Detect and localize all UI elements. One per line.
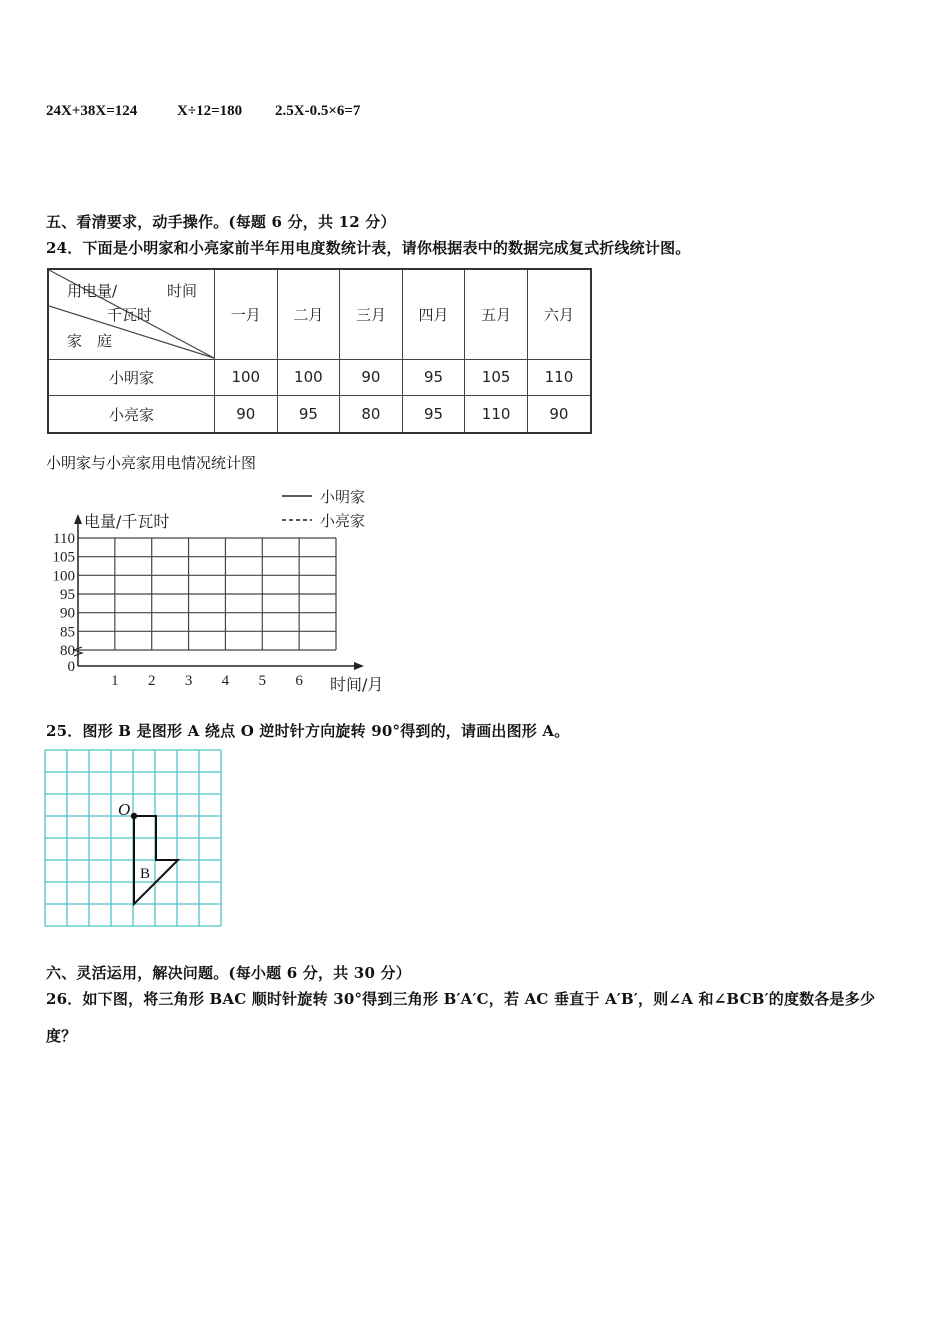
y-axis-arrow [74,514,82,524]
x-tick-label: 6 [295,673,303,689]
table-cell: 110 [527,359,591,396]
y-tick-label: 90 [60,605,75,622]
month-header: 一月 [215,269,278,359]
table-diagonal-header [48,269,215,359]
table-cell: 105 [465,359,528,396]
x-tick-label: 5 [258,673,267,689]
month-header: 二月 [277,269,340,359]
chart-title: 小明家与小亮家用电情况统计图 [46,454,257,472]
chart-grid [78,538,336,650]
month-header: 六月 [527,269,591,359]
chart-legend [282,488,365,530]
chart-x-axis-label: 时间/月 [330,675,384,694]
electricity-table [47,268,592,434]
equation-1: 24X+38X=124 [46,103,138,119]
label-o: O [118,800,131,819]
question-26-line1: 26．如下图，将三角形 BAC 顺时针旋转 30°得到三角形 B′A′C，若 AC 垂直于 A′B′，则∠A 和∠BCB′的度数各是多少 [46,990,876,1008]
x-tick-label: 1 [111,673,119,689]
axis-break [74,647,82,656]
section-5-title: 五、看清要求，动手操作。(每题 6 分，共 12 分） [46,213,396,231]
row-name: 小亮家 [48,396,215,433]
equation-2: X÷12=180 [177,103,243,119]
question-25-text: 25．图形 B 是图形 A 绕点 O 逆时针方向旋转 90°得到的，请画出图形 A。 [46,722,570,740]
x-tick-label: 4 [221,673,230,689]
table-cell: 90 [527,396,591,433]
month-header: 四月 [402,269,465,359]
chart-y-axis-label: 电量/千瓦时 [84,512,170,531]
header-top-left: 用电量/ [67,282,118,300]
row-name: 小明家 [48,359,215,396]
y-tick-label: 105 [52,549,75,566]
y-tick-label: 80 [60,643,75,659]
table-row [48,359,591,396]
rotation-grid [44,749,226,931]
table-cell: 80 [340,396,403,433]
header-top-right: 时间 [167,282,198,300]
header-mid: 千瓦时 [107,306,153,324]
legend-label: 小亮家 [320,512,366,530]
equation-3: 2.5X-0.5×6=7 [275,103,361,119]
line-chart [40,480,410,700]
table-cell: 100 [277,359,340,396]
legend-label: 小明家 [320,488,366,506]
table-cell: 90 [340,359,403,396]
month-header: 三月 [340,269,403,359]
table-cell: 95 [402,359,465,396]
label-b: B [140,866,151,882]
header-bottom: 家 庭 [67,332,113,350]
table-cell: 90 [215,396,278,433]
table-cell: 110 [465,396,528,433]
table-cell: 95 [402,396,465,433]
question-26-line2: 度？ [46,1027,77,1045]
point-o [131,813,137,819]
y-tick-label: 100 [52,568,75,585]
question-24-text: 24．下面是小明家和小亮家前半年用电度数统计表，请你根据表中的数据完成复式折线统计图。 [46,239,691,257]
y-tick-label: 95 [60,587,75,603]
x-tick-label: 3 [184,673,193,689]
x-tick-label: 2 [147,673,156,689]
section-6-title: 六、灵活运用，解决问题。(每小题 6 分，共 30 分） [46,964,411,982]
month-header: 五月 [465,269,528,359]
table-cell: 95 [277,396,340,433]
table-cell: 100 [215,359,278,396]
y-tick-label: 0 [67,659,75,675]
table-row [48,396,591,433]
y-tick-label: 110 [53,531,75,547]
x-axis-arrow [354,662,364,670]
y-tick-label: 85 [60,624,75,641]
